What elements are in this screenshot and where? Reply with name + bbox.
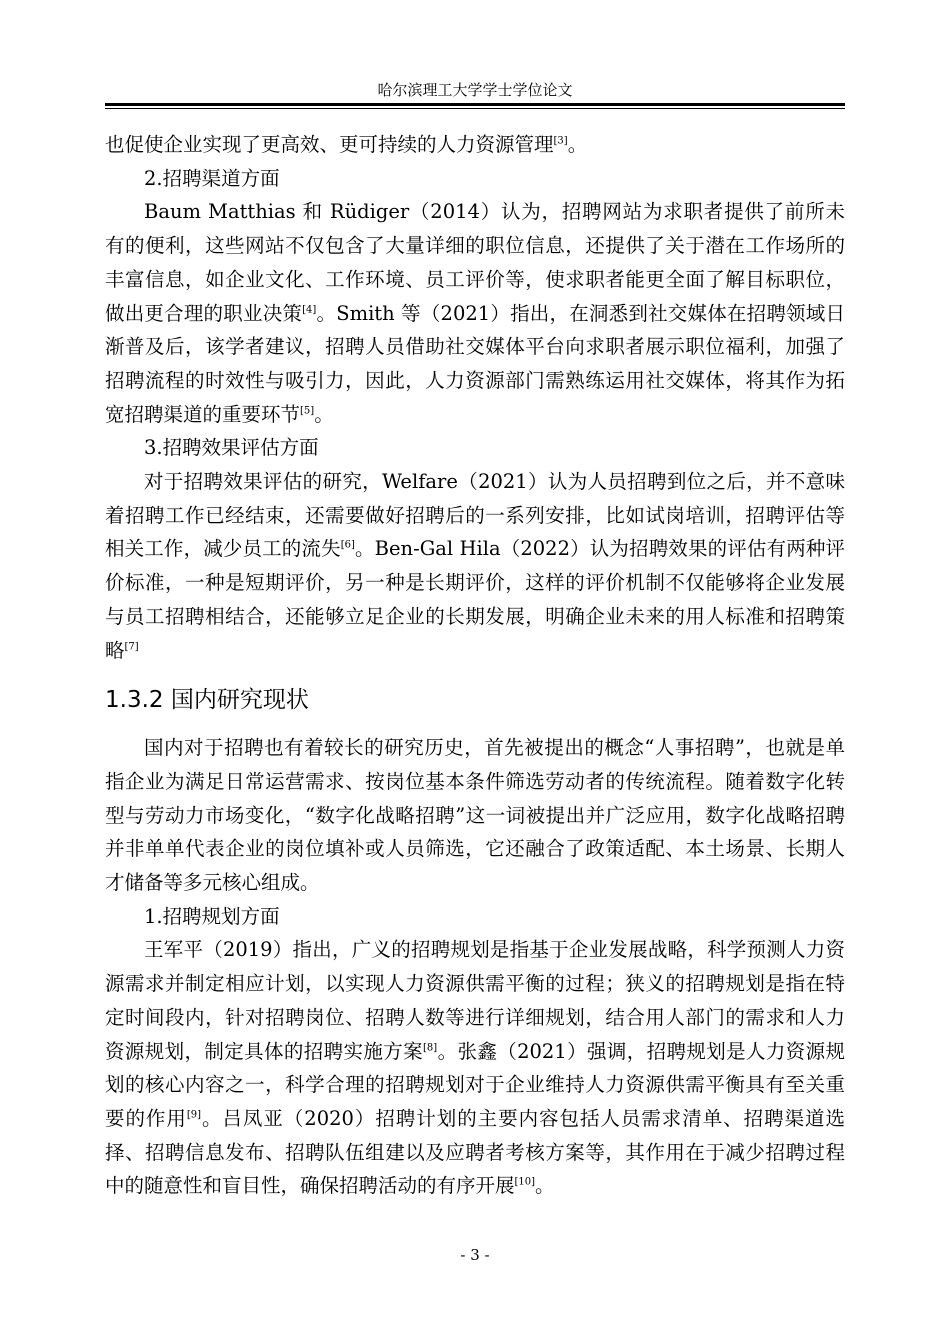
citation: [6] xyxy=(340,539,355,551)
paragraph-continuation xyxy=(105,128,845,162)
citation: [3] xyxy=(553,135,568,147)
paragraph-domestic: 国内对于招聘也有着较长的研究历史，首先被提出的概念“人事招聘”，也就是单指企业为满足日常运营需求、按岗位基本条件筛选劳动者的传统流程。随着数字化转型与劳动力市场变化，“数字化战略招聘”这一词被提出并广泛应用，数字化战略招聘并非单单代表企业的岗位填补或人员筛选，它还融合了政策适配、本土场景、长期人才储备等多元核心组成。 xyxy=(105,736,845,895)
subheading-recruitment-planning: 1.招聘规划方面 xyxy=(144,904,280,928)
paragraph-text: 也促使企业实现了更高效、更可持续的人力资源管理 xyxy=(105,133,554,156)
paragraph-text: 。 xyxy=(314,402,334,426)
citation: [7] xyxy=(124,641,139,653)
page-number: - 3 - xyxy=(460,1246,490,1264)
running-header: 哈尔滨理工大学学士学位论文 xyxy=(377,81,573,99)
section-heading: 1.3.2 国内研究现状 xyxy=(105,687,309,714)
header-rule-thin xyxy=(105,108,845,109)
paragraph-text: 。Smith 等（2021）指出，在洞悉到社交媒体在招聘领域日渐普及后，该学者建议，招聘人员借助社交媒体平台向求职者展示职位福利，加强了招聘流程的时效性与吸引力，因此，人力资源部门需熟练运用社交媒体，将其作为拓宽招聘渠道的重要环节 xyxy=(105,301,845,426)
paragraph-wang xyxy=(105,933,845,1203)
citation: [9] xyxy=(186,1109,202,1121)
paragraph-text: 。Ben-Gal Hila（2022）认为招聘效果的评估有两种评价标准，一种是短期评价，另一种是长期评价，这样的评价机制不仅能够将企业发展与员工招聘相结合，还能够立足企业的长期发展，明确企业未来的用人标准和招聘策略 xyxy=(105,537,845,662)
paragraph-text: 。张鑫（2021）强调，招聘规划是人力资源规划的核心内容之一，科学合理的招聘规划对于企业维持人力资源供需平衡具有至关重要的作用 xyxy=(105,1039,845,1130)
citation: [8] xyxy=(423,1042,438,1054)
subheading-recruitment-channels: 2.招聘渠道方面 xyxy=(144,166,280,190)
citation: [10] xyxy=(514,1176,536,1188)
paragraph-text: 对于招聘效果评估的研究，Welfare（2021）认为人员招聘到位之后，并不意味着招聘工作已经结束，还需要做好招聘后的一系列安排，比如试岗培训，招聘评估等相关工作，减少员工的流失 xyxy=(105,470,845,561)
header-rule-thick xyxy=(105,103,845,106)
paragraph-welfare xyxy=(105,465,845,667)
paragraph-baum xyxy=(105,195,845,431)
citation: [4] xyxy=(302,304,317,316)
paragraph-text: 王军平（2019）指出，广义的招聘规划是指基于企业发展战略，科学预测人力资源需求并制定相应计划，以实现人力资源供需平衡的过程；狭义的招聘规划是指在特定时间段内，针对招聘岗位、招聘人数等进行详细规划，结合用人部门的需求和人力资源规划，制定具体的招聘实施方案 xyxy=(105,938,845,1063)
subheading-recruitment-evaluation: 3.招聘效果评估方面 xyxy=(144,436,319,460)
citation: [5] xyxy=(300,405,315,417)
paragraph-text: 。吕凤亚（2020）招聘计划的主要内容包括人员需求清单、招聘渠道选择、招聘信息发布、招聘队伍组建以及应聘者考核方案等，其作用在于减少招聘过程中的随意性和盲目性，确保招聘活动的有序开展 xyxy=(105,1106,845,1198)
paragraph-text: 。 xyxy=(535,1174,555,1198)
paragraph-text: 。 xyxy=(567,133,588,156)
paragraph-text: Baum Matthias 和 Rüdiger（2014）认为，招聘网站为求职者提供了前所未有的便利，这些网站不仅包含了大量详细的职位信息，还提供了关于潜在工作场所的丰富信息，如企业文化、工作环境、员工评价等，使求职者能更全面了解目标职位，做出更合理的职业决策 xyxy=(105,200,845,325)
page-body xyxy=(105,128,845,1203)
